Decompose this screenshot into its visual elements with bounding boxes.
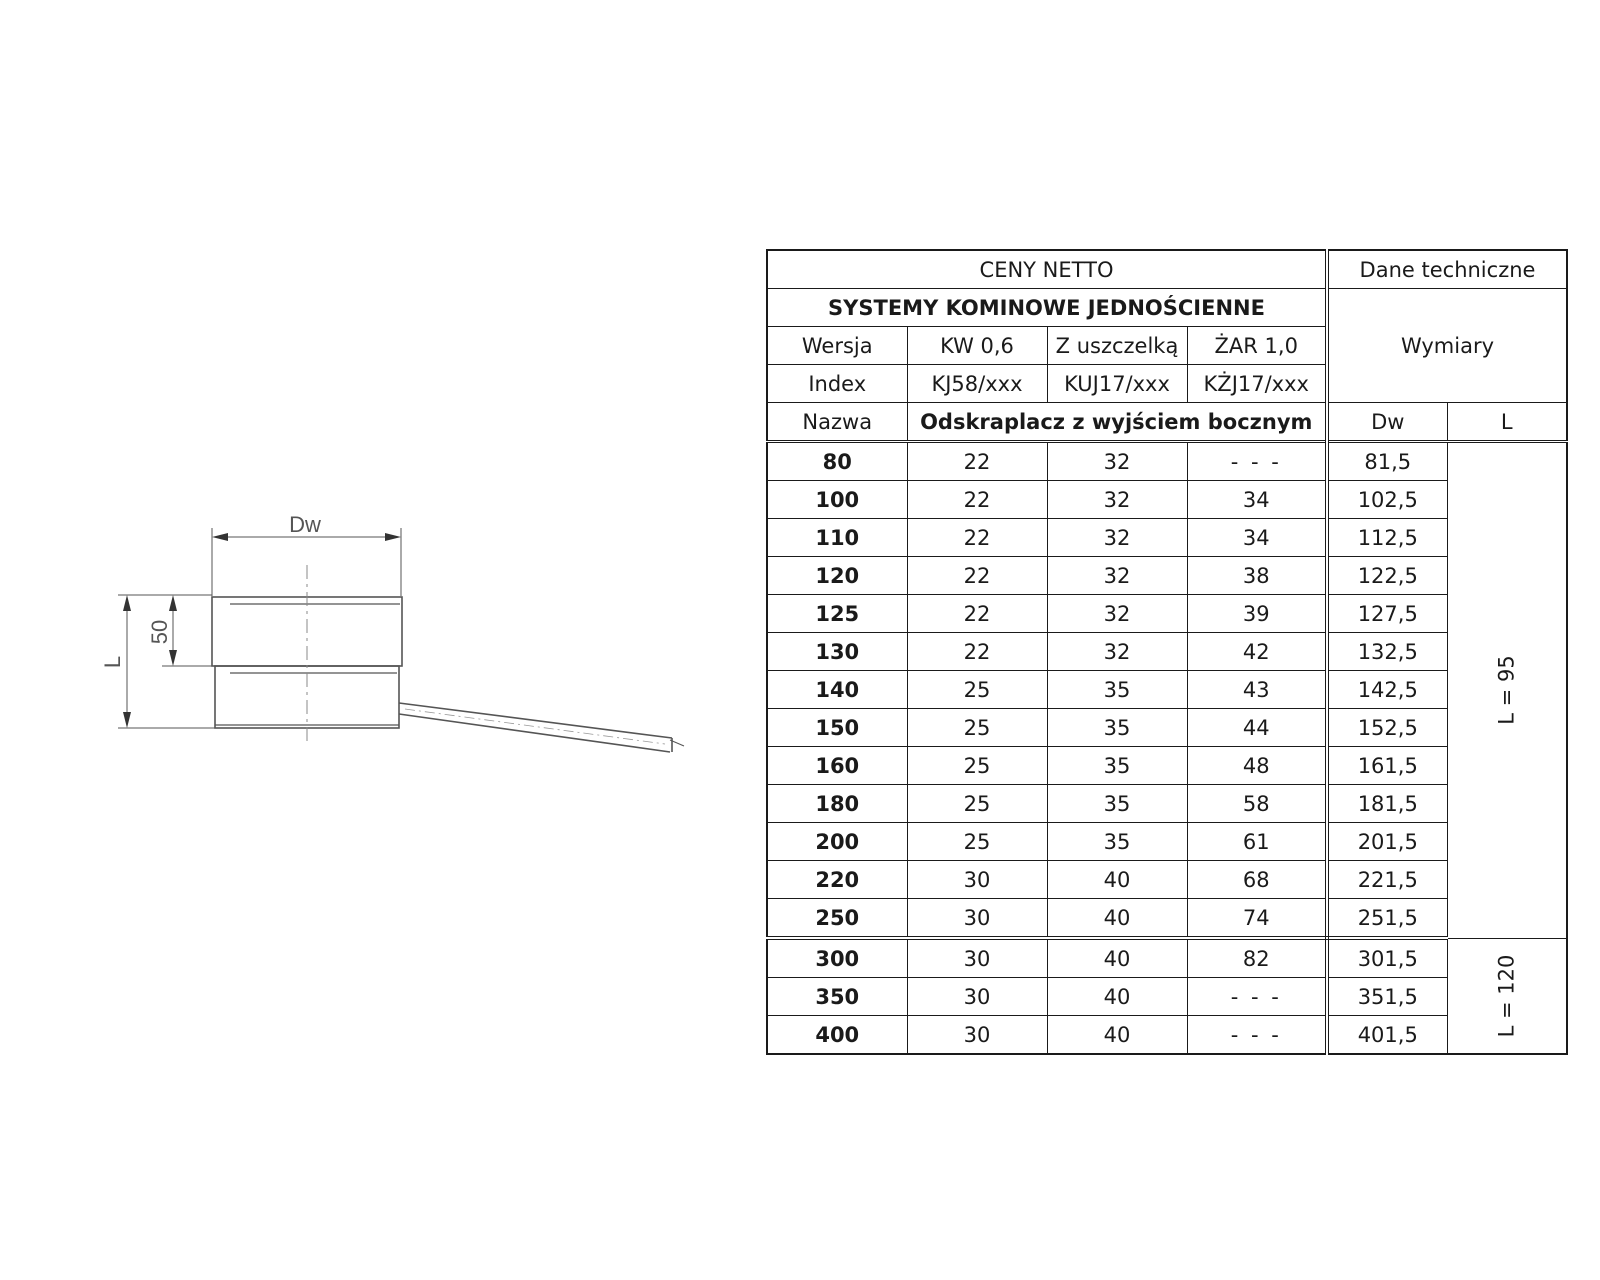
l-group-95-label: L = 95 (1494, 655, 1519, 725)
l-group-120-label: L = 120 (1494, 954, 1519, 1038)
row-uszczelka: 35 (1047, 709, 1187, 747)
row-zar: 42 (1187, 633, 1327, 671)
row-zar: 34 (1187, 519, 1327, 557)
row-dw: 221,5 (1327, 861, 1447, 899)
row-uszczelka: 35 (1047, 823, 1187, 861)
row-zar: 74 (1187, 899, 1327, 939)
l-label: L (100, 655, 125, 669)
row-name: 110 (767, 519, 907, 557)
row-kw: 22 (907, 481, 1047, 519)
row-kw: 30 (907, 978, 1047, 1016)
row-name: 140 (767, 671, 907, 709)
row-uszczelka: 35 (1047, 747, 1187, 785)
index-label: Index (767, 365, 907, 403)
row-uszczelka: 40 (1047, 1016, 1187, 1055)
header-dimensions: Wymiary (1327, 289, 1567, 403)
row-dw: 112,5 (1327, 519, 1447, 557)
row-dw: 251,5 (1327, 899, 1447, 939)
row-zar: 38 (1187, 557, 1327, 595)
row-name: 180 (767, 785, 907, 823)
row-zar: 44 (1187, 709, 1327, 747)
row-kw: 30 (907, 861, 1047, 899)
col-dw: Dw (1327, 403, 1447, 442)
row-dw: 161,5 (1327, 747, 1447, 785)
version-kw: KW 0,6 (907, 327, 1047, 365)
l-group-95 (1447, 442, 1567, 939)
row-zar: 68 (1187, 861, 1327, 899)
row-dw: 351,5 (1327, 978, 1447, 1016)
row-name: 100 (767, 481, 907, 519)
row-dw: 122,5 (1327, 557, 1447, 595)
row-name: 200 (767, 823, 907, 861)
row-kw: 25 (907, 747, 1047, 785)
row-kw: 22 (907, 519, 1047, 557)
row-uszczelka: 32 (1047, 519, 1187, 557)
row-kw: 30 (907, 938, 1047, 978)
row-name: 300 (767, 938, 907, 978)
row-dw: 201,5 (1327, 823, 1447, 861)
row-name: 350 (767, 978, 907, 1016)
row-uszczelka: 35 (1047, 671, 1187, 709)
row-zar: 43 (1187, 671, 1327, 709)
row-kw: 30 (907, 1016, 1047, 1055)
row-uszczelka: 40 (1047, 861, 1187, 899)
technical-drawing (0, 0, 720, 800)
index-kw: KJ58/xxx (907, 365, 1047, 403)
row-name: 120 (767, 557, 907, 595)
l-group-120 (1447, 938, 1567, 1054)
row-uszczelka: 40 (1047, 938, 1187, 978)
row-dw: 301,5 (1327, 938, 1447, 978)
row-dw: 152,5 (1327, 709, 1447, 747)
row-zar: - - - (1187, 442, 1327, 481)
row-zar: - - - (1187, 978, 1327, 1016)
row-dw: 102,5 (1327, 481, 1447, 519)
name-label: Nazwa (767, 403, 907, 442)
row-kw: 25 (907, 709, 1047, 747)
version-uszczelka: Z uszczelką (1047, 327, 1187, 365)
row-zar: 61 (1187, 823, 1327, 861)
row-name: 80 (767, 442, 907, 481)
row-kw: 22 (907, 442, 1047, 481)
row-name: 400 (767, 1016, 907, 1055)
row-uszczelka: 32 (1047, 595, 1187, 633)
row-uszczelka: 32 (1047, 633, 1187, 671)
side-outlet-pipe (399, 703, 684, 752)
row-zar: 58 (1187, 785, 1327, 823)
row-dw: 142,5 (1327, 671, 1447, 709)
l-dimension (118, 595, 215, 728)
row-uszczelka: 32 (1047, 557, 1187, 595)
product-name: Odskraplacz z wyjściem bocznym (907, 403, 1327, 442)
row-uszczelka: 32 (1047, 442, 1187, 481)
row-uszczelka: 40 (1047, 899, 1187, 939)
row-kw: 22 (907, 633, 1047, 671)
row-dw: 81,5 (1327, 442, 1447, 481)
row-uszczelka: 40 (1047, 978, 1187, 1016)
index-uszczelka: KUJ17/xxx (1047, 365, 1187, 403)
version-label: Wersja (767, 327, 907, 365)
row-dw: 401,5 (1327, 1016, 1447, 1055)
row-name: 220 (767, 861, 907, 899)
row-dw: 181,5 (1327, 785, 1447, 823)
row-zar: 34 (1187, 481, 1327, 519)
row-zar: 48 (1187, 747, 1327, 785)
row-name: 125 (767, 595, 907, 633)
row-zar: - - - (1187, 1016, 1327, 1055)
header-system: SYSTEMY KOMINOWE JEDNOŚCIENNE (767, 289, 1327, 327)
row-zar: 39 (1187, 595, 1327, 633)
row-dw: 132,5 (1327, 633, 1447, 671)
dw-label: Dw (289, 512, 321, 537)
header-tech: Dane techniczne (1327, 250, 1567, 289)
index-zar: KŻJ17/xxx (1187, 365, 1327, 403)
row-kw: 22 (907, 557, 1047, 595)
table-row (767, 938, 1567, 978)
row-name: 130 (767, 633, 907, 671)
row-dw: 127,5 (1327, 595, 1447, 633)
row-zar: 82 (1187, 938, 1327, 978)
row-uszczelka: 35 (1047, 785, 1187, 823)
table-row (767, 442, 1567, 481)
row-name: 160 (767, 747, 907, 785)
col-l: L (1447, 403, 1567, 442)
row-kw: 25 (907, 823, 1047, 861)
row-kw: 22 (907, 595, 1047, 633)
row-uszczelka: 32 (1047, 481, 1187, 519)
row-kw: 25 (907, 671, 1047, 709)
price-table (766, 249, 1568, 1055)
row-kw: 30 (907, 899, 1047, 939)
row-name: 150 (767, 709, 907, 747)
row-kw: 25 (907, 785, 1047, 823)
header-prices: CENY NETTO (767, 250, 1327, 289)
version-zar: ŻAR 1,0 (1187, 327, 1327, 365)
dim-50-label: 50 (147, 619, 172, 645)
row-name: 250 (767, 899, 907, 939)
